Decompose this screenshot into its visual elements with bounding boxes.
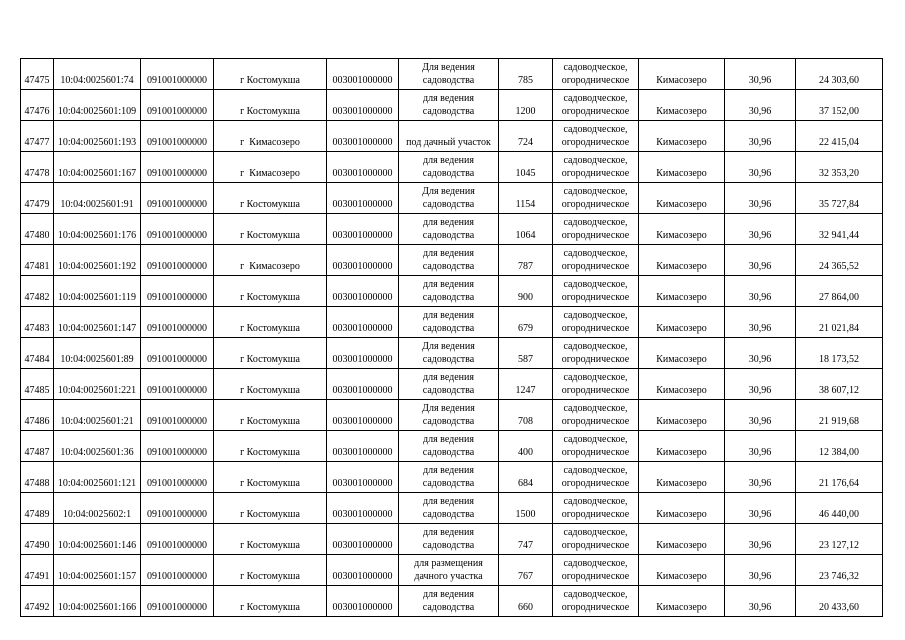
district-code-cell: 003001000000 [327,369,399,400]
land-category-line: садоводческое, [563,527,628,538]
area-cell: 900 [499,276,553,307]
land-category-line: садоводческое, [563,155,628,166]
cadastral-value-cell: 21 176,64 [796,462,883,493]
cadastral-number-cell: 10:04:0025601:21 [54,400,141,431]
locality-cell: Кимасозеро [639,59,725,90]
cadastral-value-cell: 21 919,68 [796,400,883,431]
area-cell: 767 [499,555,553,586]
territory-code-cell: 091001000000 [141,245,214,276]
settlement-cell: г Костомукша [214,90,327,121]
territory-code-cell: 091001000000 [141,493,214,524]
permitted-use-line: садоводства [422,509,475,520]
land-category-line: садоводческое, [563,589,628,600]
cadastral-number-cell: 10:04:0025601:147 [54,307,141,338]
district-code-cell: 003001000000 [327,462,399,493]
district-code-cell: 003001000000 [327,400,399,431]
permitted-use-line: садоводства [422,106,475,117]
permitted-use-line: садоводства [422,75,475,86]
settlement-cell: г Кимасозеро [214,245,327,276]
settlement-cell: г Костомукша [214,214,327,245]
land-category-line: садоводческое, [563,62,628,73]
land-category-line: садоводческое, [563,434,628,445]
land-category-cell [553,245,639,276]
settlement-cell: г Кимасозеро [214,152,327,183]
area-cell: 587 [499,338,553,369]
land-category-line: садоводческое, [563,372,628,383]
district-code-cell: 003001000000 [327,152,399,183]
permitted-use-line: под дачный участок [406,137,491,148]
record-number-cell: 47491 [21,555,54,586]
rate-cell: 30,96 [725,121,796,152]
cadastral-number-cell: 10:04:0025601:121 [54,462,141,493]
area-cell: 679 [499,307,553,338]
rate-cell: 30,96 [725,586,796,617]
territory-code-cell: 091001000000 [141,90,214,121]
territory-code-cell: 091001000000 [141,400,214,431]
permitted-use-line: для ведения [423,465,474,476]
permitted-use-cell [399,431,499,462]
cadastral-value-cell: 35 727,84 [796,183,883,214]
table-row [21,555,883,586]
rate-cell: 30,96 [725,59,796,90]
territory-code-cell: 091001000000 [141,307,214,338]
land-category-line: огородническое [561,447,630,458]
record-number-cell: 47482 [21,276,54,307]
permitted-use-cell [399,338,499,369]
permitted-use-cell [399,369,499,400]
district-code-cell: 003001000000 [327,245,399,276]
cadastral-number-cell: 10:04:0025601:119 [54,276,141,307]
territory-code-cell: 091001000000 [141,152,214,183]
permitted-use-cell [399,121,499,152]
permitted-use-line: для размещения [414,558,483,569]
cadastral-value-cell: 24 365,52 [796,245,883,276]
record-number-cell: 47485 [21,369,54,400]
land-category-cell [553,524,639,555]
land-category-line: огородническое [561,292,630,303]
permitted-use-cell [399,586,499,617]
land-category-cell [553,214,639,245]
cadastral-value-cell: 46 440,00 [796,493,883,524]
cadastral-number-cell: 10:04:0025601:109 [54,90,141,121]
land-category-cell [553,586,639,617]
land-category-line: садоводческое, [563,248,628,259]
cadastral-value-cell: 32 941,44 [796,214,883,245]
cadastral-number-cell: 10:04:0025601:192 [54,245,141,276]
cadastral-value-cell: 27 864,00 [796,276,883,307]
locality-cell: Кимасозеро [639,431,725,462]
record-number-cell: 47486 [21,400,54,431]
district-code-cell: 003001000000 [327,59,399,90]
locality-cell: Кимасозеро [639,462,725,493]
area-cell: 400 [499,431,553,462]
land-category-line: огородническое [561,540,630,551]
rate-cell: 30,96 [725,90,796,121]
locality-cell: Кимасозеро [639,183,725,214]
land-category-line: садоводческое, [563,279,628,290]
permitted-use-line: садоводства [422,602,475,613]
rate-cell: 30,96 [725,183,796,214]
table-row [21,431,883,462]
land-category-cell [553,90,639,121]
record-number-cell: 47476 [21,90,54,121]
area-cell: 787 [499,245,553,276]
land-category-line: огородническое [561,416,630,427]
cadastral-number-cell: 10:04:0025601:176 [54,214,141,245]
table-row [21,586,883,617]
permitted-use-cell [399,214,499,245]
permitted-use-cell [399,307,499,338]
rate-cell: 30,96 [725,214,796,245]
permitted-use-line: садоводства [422,323,475,334]
land-category-line: огородническое [561,478,630,489]
permitted-use-line: садоводства [422,168,475,179]
permitted-use-line: садоводства [422,385,475,396]
cadastral-value-cell: 32 353,20 [796,152,883,183]
cadastral-number-cell: 10:04:0025601:167 [54,152,141,183]
cadastral-number-cell: 10:04:0025601:221 [54,369,141,400]
settlement-cell: г Костомукша [214,276,327,307]
territory-code-cell: 091001000000 [141,462,214,493]
territory-code-cell: 091001000000 [141,524,214,555]
territory-code-cell: 091001000000 [141,555,214,586]
permitted-use-line: дачного участка [414,571,483,582]
land-category-cell [553,307,639,338]
land-category-line: огородническое [561,106,630,117]
land-category-line: огородническое [561,571,630,582]
locality-cell: Кимасозеро [639,493,725,524]
land-category-line: огородническое [561,354,630,365]
locality-cell: Кимасозеро [639,90,725,121]
table-row [21,400,883,431]
land-category-line: садоводческое, [563,341,628,352]
settlement-cell: г Кимасозеро [214,121,327,152]
permitted-use-line: для ведения [423,527,474,538]
record-number-cell: 47487 [21,431,54,462]
record-number-cell: 47489 [21,493,54,524]
district-code-cell: 003001000000 [327,121,399,152]
permitted-use-cell [399,245,499,276]
cadastral-value-cell: 23 746,32 [796,555,883,586]
rate-cell: 30,96 [725,369,796,400]
permitted-use-cell [399,276,499,307]
cadastral-number-cell: 10:04:0025601:146 [54,524,141,555]
territory-code-cell: 091001000000 [141,338,214,369]
permitted-use-line: для ведения [423,279,474,290]
cadastral-value-cell: 12 384,00 [796,431,883,462]
land-category-cell [553,400,639,431]
cadastral-value-cell: 20 433,60 [796,586,883,617]
table-body [21,59,883,617]
locality-cell: Кимасозеро [639,307,725,338]
table-row [21,276,883,307]
land-category-line: садоводческое, [563,186,628,197]
locality-cell: Кимасозеро [639,152,725,183]
land-category-cell [553,152,639,183]
land-category-cell [553,462,639,493]
permitted-use-line: Для ведения [422,186,475,197]
locality-cell: Кимасозеро [639,338,725,369]
district-code-cell: 003001000000 [327,338,399,369]
land-category-line: огородническое [561,137,630,148]
locality-cell: Кимасозеро [639,586,725,617]
table-row [21,462,883,493]
cadastral-value-cell: 18 173,52 [796,338,883,369]
settlement-cell: г Костомукша [214,586,327,617]
permitted-use-cell [399,183,499,214]
permitted-use-line: для ведения [423,496,474,507]
land-category-line: огородническое [561,602,630,613]
cadastral-number-cell: 10:04:0025601:157 [54,555,141,586]
land-category-cell [553,369,639,400]
locality-cell: Кимасозеро [639,400,725,431]
settlement-cell: г Костомукша [214,462,327,493]
record-number-cell: 47479 [21,183,54,214]
district-code-cell: 003001000000 [327,431,399,462]
permitted-use-line: для ведения [423,217,474,228]
land-category-line: садоводческое, [563,310,628,321]
record-number-cell: 47483 [21,307,54,338]
land-category-cell [553,59,639,90]
permitted-use-line: для ведения [423,248,474,259]
area-cell: 1154 [499,183,553,214]
table-row [21,493,883,524]
land-category-line: садоводческое, [563,217,628,228]
permitted-use-line: для ведения [423,155,474,166]
rate-cell: 30,96 [725,338,796,369]
record-number-cell: 47481 [21,245,54,276]
table-row [21,245,883,276]
district-code-cell: 003001000000 [327,524,399,555]
land-category-cell [553,431,639,462]
area-cell: 1045 [499,152,553,183]
locality-cell: Кимасозеро [639,121,725,152]
permitted-use-cell [399,152,499,183]
settlement-cell: г Костомукша [214,400,327,431]
permitted-use-line: Для ведения [422,341,475,352]
territory-code-cell: 091001000000 [141,214,214,245]
territory-code-cell: 091001000000 [141,121,214,152]
settlement-cell: г Костомукша [214,524,327,555]
permitted-use-line: садоводства [422,354,475,365]
permitted-use-line: садоводства [422,478,475,489]
cadastral-value-cell: 23 127,12 [796,524,883,555]
permitted-use-line: для ведения [423,589,474,600]
area-cell: 1200 [499,90,553,121]
settlement-cell: г Костомукша [214,431,327,462]
land-category-cell [553,183,639,214]
permitted-use-line: для ведения [423,372,474,383]
rate-cell: 30,96 [725,462,796,493]
table-row [21,338,883,369]
rate-cell: 30,96 [725,524,796,555]
record-number-cell: 47475 [21,59,54,90]
area-cell: 1064 [499,214,553,245]
permitted-use-cell [399,400,499,431]
record-number-cell: 47484 [21,338,54,369]
area-cell: 684 [499,462,553,493]
table-row [21,59,883,90]
territory-code-cell: 091001000000 [141,59,214,90]
land-category-cell [553,555,639,586]
cadastral-value-cell: 24 303,60 [796,59,883,90]
table-row [21,524,883,555]
district-code-cell: 003001000000 [327,586,399,617]
table-row [21,90,883,121]
locality-cell: Кимасозеро [639,369,725,400]
area-cell: 660 [499,586,553,617]
table-row [21,214,883,245]
permitted-use-cell [399,555,499,586]
cadastral-number-cell: 10:04:0025601:89 [54,338,141,369]
permitted-use-cell [399,524,499,555]
rate-cell: 30,96 [725,493,796,524]
table-row [21,183,883,214]
rate-cell: 30,96 [725,152,796,183]
cadastral-number-cell: 10:04:0025601:74 [54,59,141,90]
permitted-use-cell [399,90,499,121]
settlement-cell: г Костомукша [214,307,327,338]
permitted-use-line: для ведения [423,434,474,445]
table-row [21,369,883,400]
area-cell: 785 [499,59,553,90]
land-category-line: садоводческое, [563,496,628,507]
area-cell: 708 [499,400,553,431]
locality-cell: Кимасозеро [639,245,725,276]
permitted-use-line: Для ведения [422,62,475,73]
land-category-line: огородническое [561,168,630,179]
land-category-cell [553,493,639,524]
district-code-cell: 003001000000 [327,90,399,121]
area-cell: 747 [499,524,553,555]
permitted-use-cell [399,462,499,493]
settlement-cell: г Костомукша [214,369,327,400]
cadastral-value-cell: 38 607,12 [796,369,883,400]
land-category-line: огородническое [561,75,630,86]
area-cell: 724 [499,121,553,152]
territory-code-cell: 091001000000 [141,586,214,617]
land-category-cell [553,338,639,369]
area-cell: 1500 [499,493,553,524]
cadastral-number-cell: 10:04:0025601:193 [54,121,141,152]
settlement-cell: г Костомукша [214,183,327,214]
record-number-cell: 47490 [21,524,54,555]
permitted-use-cell [399,59,499,90]
permitted-use-line: садоводства [422,199,475,210]
land-category-line: огородническое [561,509,630,520]
land-category-line: огородническое [561,261,630,272]
land-category-line: садоводческое, [563,465,628,476]
land-category-line: садоводческое, [563,558,628,569]
territory-code-cell: 091001000000 [141,183,214,214]
cadastral-value-cell: 21 021,84 [796,307,883,338]
cadastral-value-cell: 22 415,04 [796,121,883,152]
cadastral-value-cell: 37 152,00 [796,90,883,121]
permitted-use-line: Для ведения [422,403,475,414]
land-category-cell [553,121,639,152]
cadastral-number-cell: 10:04:0025601:91 [54,183,141,214]
record-number-cell: 47477 [21,121,54,152]
cadastral-number-cell: 10:04:0025601:36 [54,431,141,462]
area-cell: 1247 [499,369,553,400]
record-number-cell: 47480 [21,214,54,245]
cadastral-number-cell: 10:04:0025602:1 [54,493,141,524]
land-category-line: огородническое [561,199,630,210]
locality-cell: Кимасозеро [639,276,725,307]
land-category-line: садоводческое, [563,124,628,135]
land-category-line: огородническое [561,385,630,396]
land-category-line: садоводческое, [563,93,628,104]
rate-cell: 30,96 [725,555,796,586]
settlement-cell: г Костомукша [214,493,327,524]
settlement-cell: г Костомукша [214,338,327,369]
record-number-cell: 47492 [21,586,54,617]
locality-cell: Кимасозеро [639,214,725,245]
rate-cell: 30,96 [725,431,796,462]
permitted-use-cell [399,493,499,524]
territory-code-cell: 091001000000 [141,276,214,307]
permitted-use-line: для ведения [423,93,474,104]
locality-cell: Кимасозеро [639,555,725,586]
territory-code-cell: 091001000000 [141,369,214,400]
rate-cell: 30,96 [725,245,796,276]
permitted-use-line: садоводства [422,447,475,458]
land-category-line: огородническое [561,230,630,241]
table-row [21,152,883,183]
table-row [21,307,883,338]
permitted-use-line: садоводства [422,540,475,551]
permitted-use-line: садоводства [422,261,475,272]
rate-cell: 30,96 [725,400,796,431]
permitted-use-line: садоводства [422,416,475,427]
table-row [21,121,883,152]
settlement-cell: г Костомукша [214,59,327,90]
record-number-cell: 47488 [21,462,54,493]
district-code-cell: 003001000000 [327,276,399,307]
locality-cell: Кимасозеро [639,524,725,555]
district-code-cell: 003001000000 [327,555,399,586]
land-parcels-table [20,58,883,617]
record-number-cell: 47478 [21,152,54,183]
district-code-cell: 003001000000 [327,493,399,524]
rate-cell: 30,96 [725,307,796,338]
permitted-use-line: для ведения [423,310,474,321]
cadastral-number-cell: 10:04:0025601:166 [54,586,141,617]
permitted-use-line: садоводства [422,292,475,303]
territory-code-cell: 091001000000 [141,431,214,462]
district-code-cell: 003001000000 [327,307,399,338]
district-code-cell: 003001000000 [327,214,399,245]
land-category-line: садоводческое, [563,403,628,414]
permitted-use-line: садоводства [422,230,475,241]
district-code-cell: 003001000000 [327,183,399,214]
land-category-cell [553,276,639,307]
rate-cell: 30,96 [725,276,796,307]
land-category-line: огородническое [561,323,630,334]
settlement-cell: г Костомукша [214,555,327,586]
